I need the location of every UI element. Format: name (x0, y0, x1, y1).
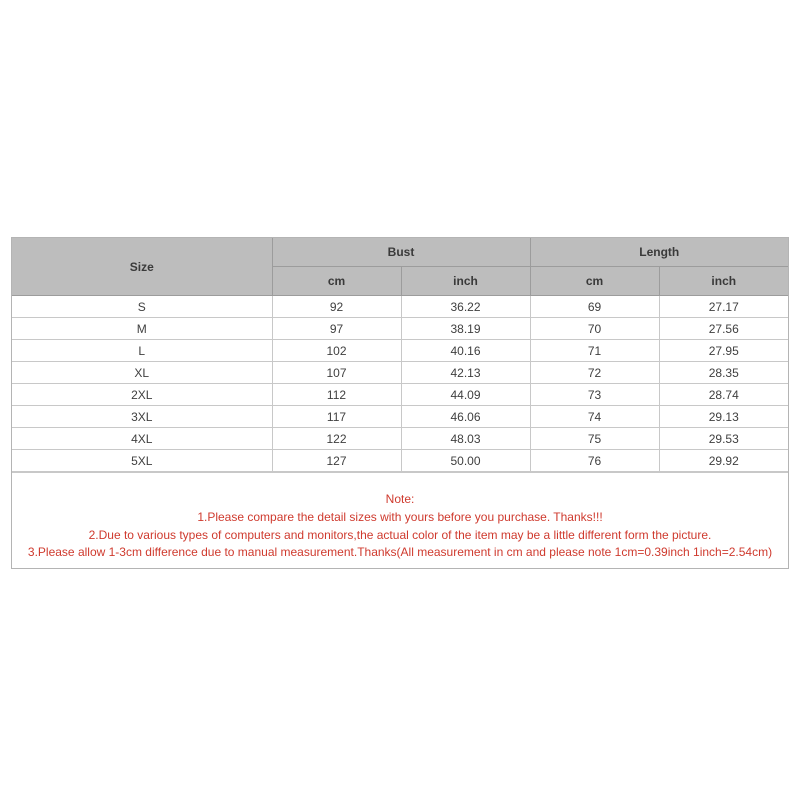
length-cm-cell: 74 (530, 406, 659, 428)
length-cm-cell: 72 (530, 362, 659, 384)
bust-cm-cell: 102 (272, 340, 401, 362)
table-row (12, 362, 788, 384)
bust-inch-cell: 48.03 (401, 428, 530, 450)
size-table (12, 238, 788, 472)
table-row (12, 318, 788, 340)
bust-cm-cell: 127 (272, 450, 401, 472)
bust-cm-cell: 117 (272, 406, 401, 428)
bust-cm-cell: 122 (272, 428, 401, 450)
size-cell: 3XL (12, 406, 272, 428)
table-row (12, 428, 788, 450)
note-title: Note: (385, 492, 415, 506)
table-row (12, 450, 788, 472)
size-cell: S (12, 296, 272, 318)
bust-cm-cell: 92 (272, 296, 401, 318)
table-row (12, 296, 788, 318)
table-row (12, 340, 788, 362)
length-inch-header: inch (659, 267, 788, 296)
bust-cm-cell: 107 (272, 362, 401, 384)
bust-inch-header: inch (401, 267, 530, 296)
bust-inch-cell: 50.00 (401, 450, 530, 472)
size-chart (11, 237, 789, 569)
size-cell: XL (12, 362, 272, 384)
size-header: Size (12, 238, 272, 296)
bust-inch-cell: 38.19 (401, 318, 530, 340)
size-cell: 2XL (12, 384, 272, 406)
length-inch-cell: 27.56 (659, 318, 788, 340)
note-line-2: 2.Due to various types of computers and monitors,the actual color of the item may be a little different form the picture. (88, 527, 712, 542)
length-cm-cell: 76 (530, 450, 659, 472)
table-row (12, 406, 788, 428)
bust-inch-cell: 46.06 (401, 406, 530, 428)
bust-cm-cell: 97 (272, 318, 401, 340)
notes-block (12, 472, 788, 568)
bust-header: Bust (272, 238, 530, 267)
length-header: Length (530, 238, 788, 267)
note-line-1: 1.Please compare the detail sizes with yours before you purchase. Thanks!!! (197, 509, 603, 524)
length-inch-cell: 29.53 (659, 428, 788, 450)
length-cm-cell: 69 (530, 296, 659, 318)
length-cm-header: cm (530, 267, 659, 296)
size-cell: L (12, 340, 272, 362)
note-line-3: 3.Please allow 1-3cm difference due to manual measurement.Thanks(All measurement in cm and please note 1cm=0.39inch 1inch=2.54cm) (27, 545, 773, 560)
bust-inch-cell: 42.13 (401, 362, 530, 384)
length-cm-cell: 71 (530, 340, 659, 362)
length-inch-cell: 29.13 (659, 406, 788, 428)
size-cell: 5XL (12, 450, 272, 472)
bust-cm-cell: 112 (272, 384, 401, 406)
size-cell: M (12, 318, 272, 340)
length-cm-cell: 75 (530, 428, 659, 450)
header-row-groups (12, 238, 788, 267)
length-inch-cell: 29.92 (659, 450, 788, 472)
length-inch-cell: 27.95 (659, 340, 788, 362)
bust-inch-cell: 36.22 (401, 296, 530, 318)
length-inch-cell: 28.74 (659, 384, 788, 406)
length-cm-cell: 73 (530, 384, 659, 406)
length-inch-cell: 27.17 (659, 296, 788, 318)
bust-inch-cell: 40.16 (401, 340, 530, 362)
length-cm-cell: 70 (530, 318, 659, 340)
length-inch-cell: 28.35 (659, 362, 788, 384)
size-cell: 4XL (12, 428, 272, 450)
table-row (12, 384, 788, 406)
bust-inch-cell: 44.09 (401, 384, 530, 406)
bust-cm-header: cm (272, 267, 401, 296)
